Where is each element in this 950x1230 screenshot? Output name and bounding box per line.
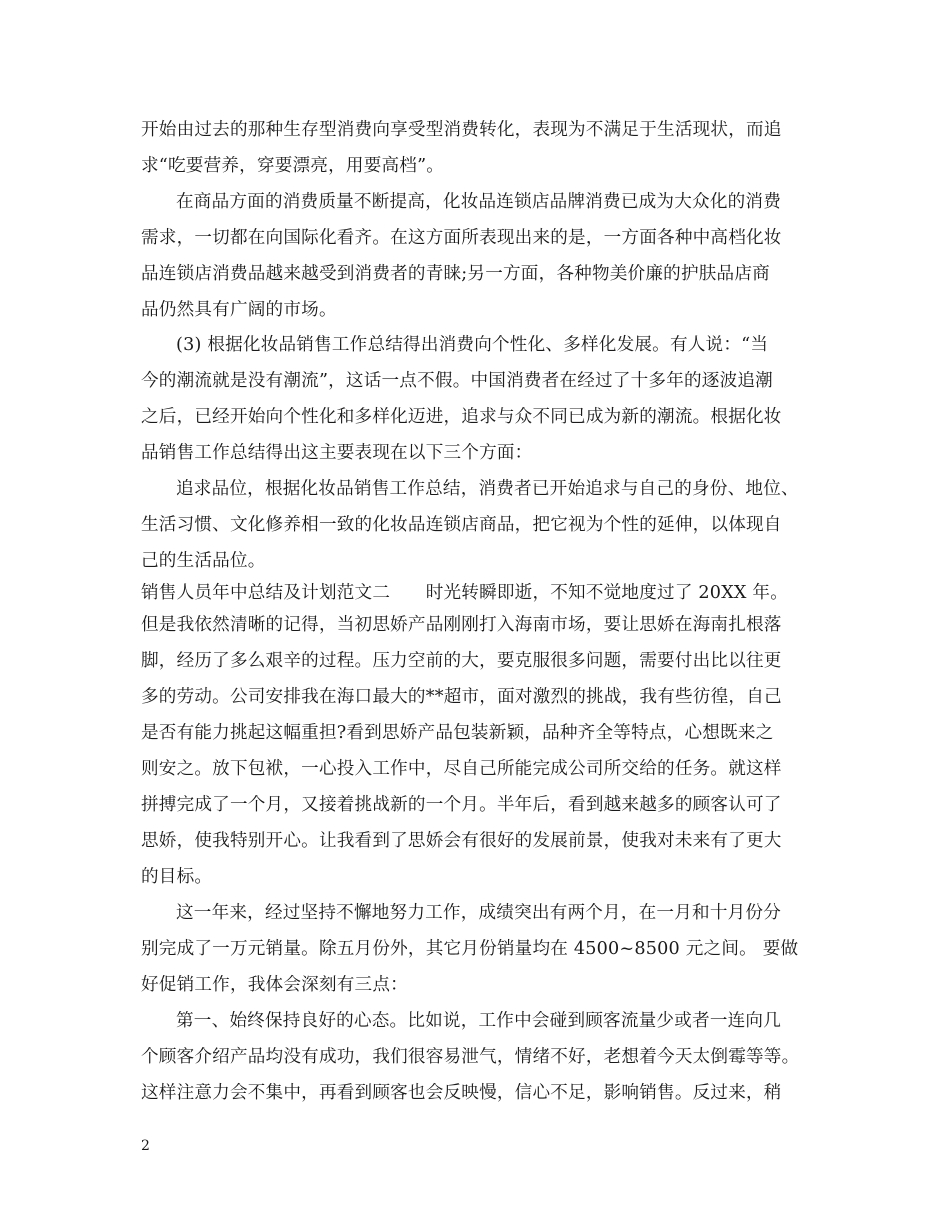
text-line: 思娇，使我特别开心。让我看到了思娇会有很好的发展前景，使我对未来有了更大 [141,831,782,851]
text-line: 品销售工作总结得出这主要表现在以下三个方面： [141,443,533,463]
text-line: 生活习惯、文化修养相一致的化妆品连锁店商品，把它视为个性的延伸，以体现自 [141,515,782,535]
text-line: 之后，已经开始向个性化和多样化迈进，追求与众不同已成为新的潮流。根据化妆 [141,407,782,427]
text-line: 这样注意力会不集中，再看到顾客也会反映慢，信心不足，影响销售。反过来，稍 [141,1083,782,1103]
text-line: 求“吃要营养，穿要漂亮，用要高档”。 [141,156,445,176]
text-line: 需求，一切都在向国际化看齐。在这方面所表现出来的是，一方面各种中高档化妆 [141,228,782,248]
paragraph-first-line: 在商品方面的消费质量不断提高，化妆品连锁店品牌消费已成为大众化的消费 [176,192,781,212]
paragraph-first-line: 第一、始终保持良好的心态。比如说，工作中会碰到顾客流量少或者一连向几 [176,1011,781,1031]
text-line: 多的劳动。公司安排我在海口最大的**超市，面对激烈的挑战，我有些彷徨，自己 [141,687,782,707]
text-line: 己的生活品位。 [141,551,266,571]
section-heading-line: 销售人员年中总结及计划范文二 时光转瞬即逝，不知不觉地度过了 20XX 年。 [141,583,789,603]
text-line: 但是我依然清晰的记得，当初思娇产品刚刚打入海南市场，要让思娇在海南扎根落 [141,615,782,635]
text-line: 拼搏完成了一个月，又接着挑战新的一个月。半年后，看到越来越多的顾客认可了 [141,795,782,815]
text-line: 好促销工作，我体会深刻有三点： [141,975,408,995]
text-line: 品仍然具有广阔的市场。 [141,300,337,320]
text-line: 是否有能力挑起这幅重担?看到思娇产品包装新颖，品种齐全等特点，心想既来之 [141,723,774,743]
text-line: 品连锁店消费品越来越受到消费者的青睐;另一方面，各种物美价廉的护肤品店商 [141,264,770,284]
paragraph-first-line: (3) 根据化妆品销售工作总结得出消费向个性化、多样化发展。有人说：“当 [176,335,769,355]
paragraph-first-line: 这一年来，经过坚持不懈地努力工作，成绩突出有两个月，在一月和十月份分 [176,903,781,923]
page-number: 2 [141,1138,150,1154]
text-line: 今的潮流就是没有潮流”，这话一点不假。中国消费者在经过了十多年的逐波追潮 [141,371,773,391]
paragraph-first-line: 追求品位，根据化妆品销售工作总结，消费者已开始追求与自己的身份、地位、 [176,479,799,499]
text-line: 的目标。 [141,867,213,887]
text-line: 脚，经历了多么艰辛的过程。压力空前的大，要克服很多问题，需要付出比以往更 [141,651,782,671]
text-line: 开始由过去的那种生存型消费向享受型消费转化，表现为不满足于生活现状，而追 [141,120,782,140]
text-line: 别完成了一万元销量。除五月份外，其它月份销量均在 4500~8500 元之间。 要做 [141,939,799,959]
text-line: 则安之。放下包袱，一心投入工作中，尽自己所能完成公司所交给的任务。就这样 [141,759,782,779]
text-line: 个顾客介绍产品均没有成功，我们很容易泄气，情绪不好，老想着今天太倒霉等等。 [141,1047,800,1067]
